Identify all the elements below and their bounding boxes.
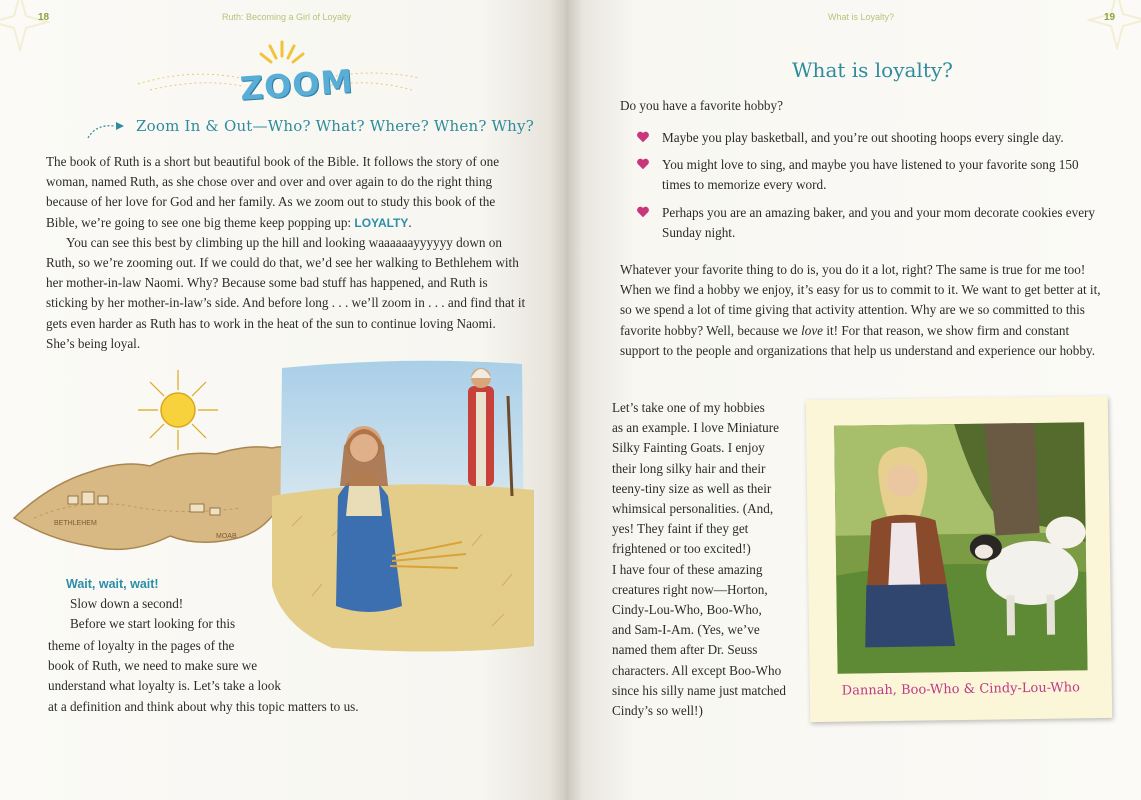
map-label-moab: MOAB: [216, 533, 237, 540]
hobby-line: and Sam-I-Am. (Yes, we’ve: [612, 622, 760, 638]
hobby-line: frightened or too excited!): [612, 541, 751, 557]
star-decoration-icon: [0, 0, 50, 52]
photo-frame: [806, 396, 1112, 722]
paragraph-intro: [46, 152, 526, 233]
hobby-line: Cindy-Lou-Who, Boo-Who,: [612, 602, 762, 618]
wait-line: Before we start looking for this: [70, 616, 236, 632]
hobby-line: their long silky hair and their: [612, 460, 766, 476]
section-title: What is loyalty?: [792, 58, 953, 82]
wait-section: [66, 574, 396, 635]
hobby-line: creatures right now—Horton,: [612, 581, 768, 597]
hobby-line: yes! They faint if they get: [612, 521, 749, 537]
wait-line: theme of loyalty in the pages of the: [48, 638, 235, 653]
wait-line: Slow down a second!: [70, 596, 184, 612]
map-illustration: [10, 368, 310, 580]
bullet-item: [636, 155, 1106, 195]
bullet-item: [636, 203, 1106, 243]
star-decoration-icon: [1087, 0, 1141, 50]
loyalty-paragraph-end: it! For that reason, we show firm and constant support to the people and organizations that help us understand and experience our hobby.: [620, 322, 1095, 358]
wait-section-continued: [48, 636, 408, 717]
hobby-line: since his silly name just matched: [612, 682, 786, 698]
hobby-line: Silky Fainting Goats. I enjoy: [612, 440, 765, 456]
wait-line: at a definition and think about why this topic matters to us.: [48, 698, 359, 714]
loyalty-paragraph: [620, 260, 1104, 361]
wait-line: understand what loyalty is. Let’s take a look: [48, 678, 281, 694]
zoom-logo: ZOOM: [238, 62, 355, 108]
bullet-item: [636, 128, 1106, 148]
running-head-right: What is Loyalty?: [828, 12, 895, 22]
photo-caption: Dannah, Boo-Who & Cindy-Lou-Who: [841, 680, 1081, 699]
hobby-line: I have four of these amazing: [612, 561, 763, 577]
bullet-text: Perhaps you are an amazing baker, and you and your mom decorate cookies every Sunday night.: [662, 204, 1096, 240]
left-body-text: [46, 152, 526, 354]
paragraph-intro-text: The book of Ruth is a short but beautiful book of the Bible. It follows the story of one woman, named Ruth, as she chose over and over and over again to do the right thing because of her love for God and her family. As we zoom out to study this book of the Bible, we’re going to see one big theme keep popping up:: [46, 154, 500, 230]
zoom-subtitle: Zoom In & Out—Who? What? Where? When? Why?: [136, 117, 534, 135]
left-page: [0, 0, 566, 800]
hobby-line: whimsical personalities. (And,: [612, 501, 774, 517]
map-label-bethlehem: BETHLEHEM: [54, 520, 97, 527]
zoom-arrow-icon: [86, 114, 136, 140]
wait-heading: Wait, wait, wait!: [66, 577, 159, 591]
loyalty-paragraph-start: Whatever your favorite thing to do is, you do it a lot, right? The same is true for me too! When we find a hobby we enjoy, it’s easy for us to commit to it. We want to get better at it, so we spend a lot of time giving that activity attention. Why are we so committed to this favorite hobby? Well, because we: [620, 262, 1101, 338]
sun-icon: [138, 370, 218, 450]
page-number-left: 18: [38, 12, 50, 23]
heart-bullet-icon: [636, 157, 650, 171]
love-emphasis: love: [801, 322, 824, 338]
paragraph-zoom-out: You can see this best by climbing up the hill and looking waaaaaayyyyyy down on Ruth, so we’re zooming out. If we could do that, we’d see her walking to Bethlehem with her mother-in-law Naomi. Why? Because some bad stuff has happened, and Ruth is sticking by her mother-in-law’s side. And before long . . . we’ll zoom in . . . and find that it gets even harder as Ruth has to work in the heat of the sun to continue loving Naomi. She’s being loyal.: [46, 234, 526, 351]
hobby-bullet-list: [636, 128, 1106, 250]
goat-hobby-text: [612, 398, 812, 721]
goat-photo: [834, 422, 1087, 673]
right-page: [566, 0, 1141, 800]
bullet-text: You might love to sing, and maybe you have listened to your favorite song 150 times to memorize every word.: [662, 157, 1079, 193]
hobby-line: characters. All except Boo-Who: [612, 662, 782, 678]
hobby-line: named them after Dr. Seuss: [612, 642, 758, 658]
heart-bullet-icon: [636, 205, 650, 219]
hobby-line: Let’s take one of my hobbies: [612, 400, 765, 415]
zoom-logo-block: [130, 38, 430, 113]
paragraph-intro-tail: .: [408, 214, 412, 230]
wait-line: book of Ruth, we need to make sure we: [48, 658, 258, 674]
page-number-right: 19: [1104, 12, 1116, 23]
running-head-left: Ruth: Becoming a Girl of Loyalty: [222, 12, 352, 22]
hobby-line: as an example. I love Miniature: [612, 420, 779, 436]
hobby-line: teeny-tiny size as well as their: [612, 480, 772, 496]
hobby-line: Cindy’s so well!): [612, 703, 703, 719]
heart-bullet-icon: [636, 130, 650, 144]
photo-scene: [834, 422, 1087, 673]
loyalty-emphasis: LOYALTY: [354, 215, 409, 230]
bullet-text: Maybe you play basketball, and you’re out shooting hoops every single day.: [662, 130, 1064, 145]
hobby-question: Do you have a favorite hobby?: [620, 98, 783, 113]
